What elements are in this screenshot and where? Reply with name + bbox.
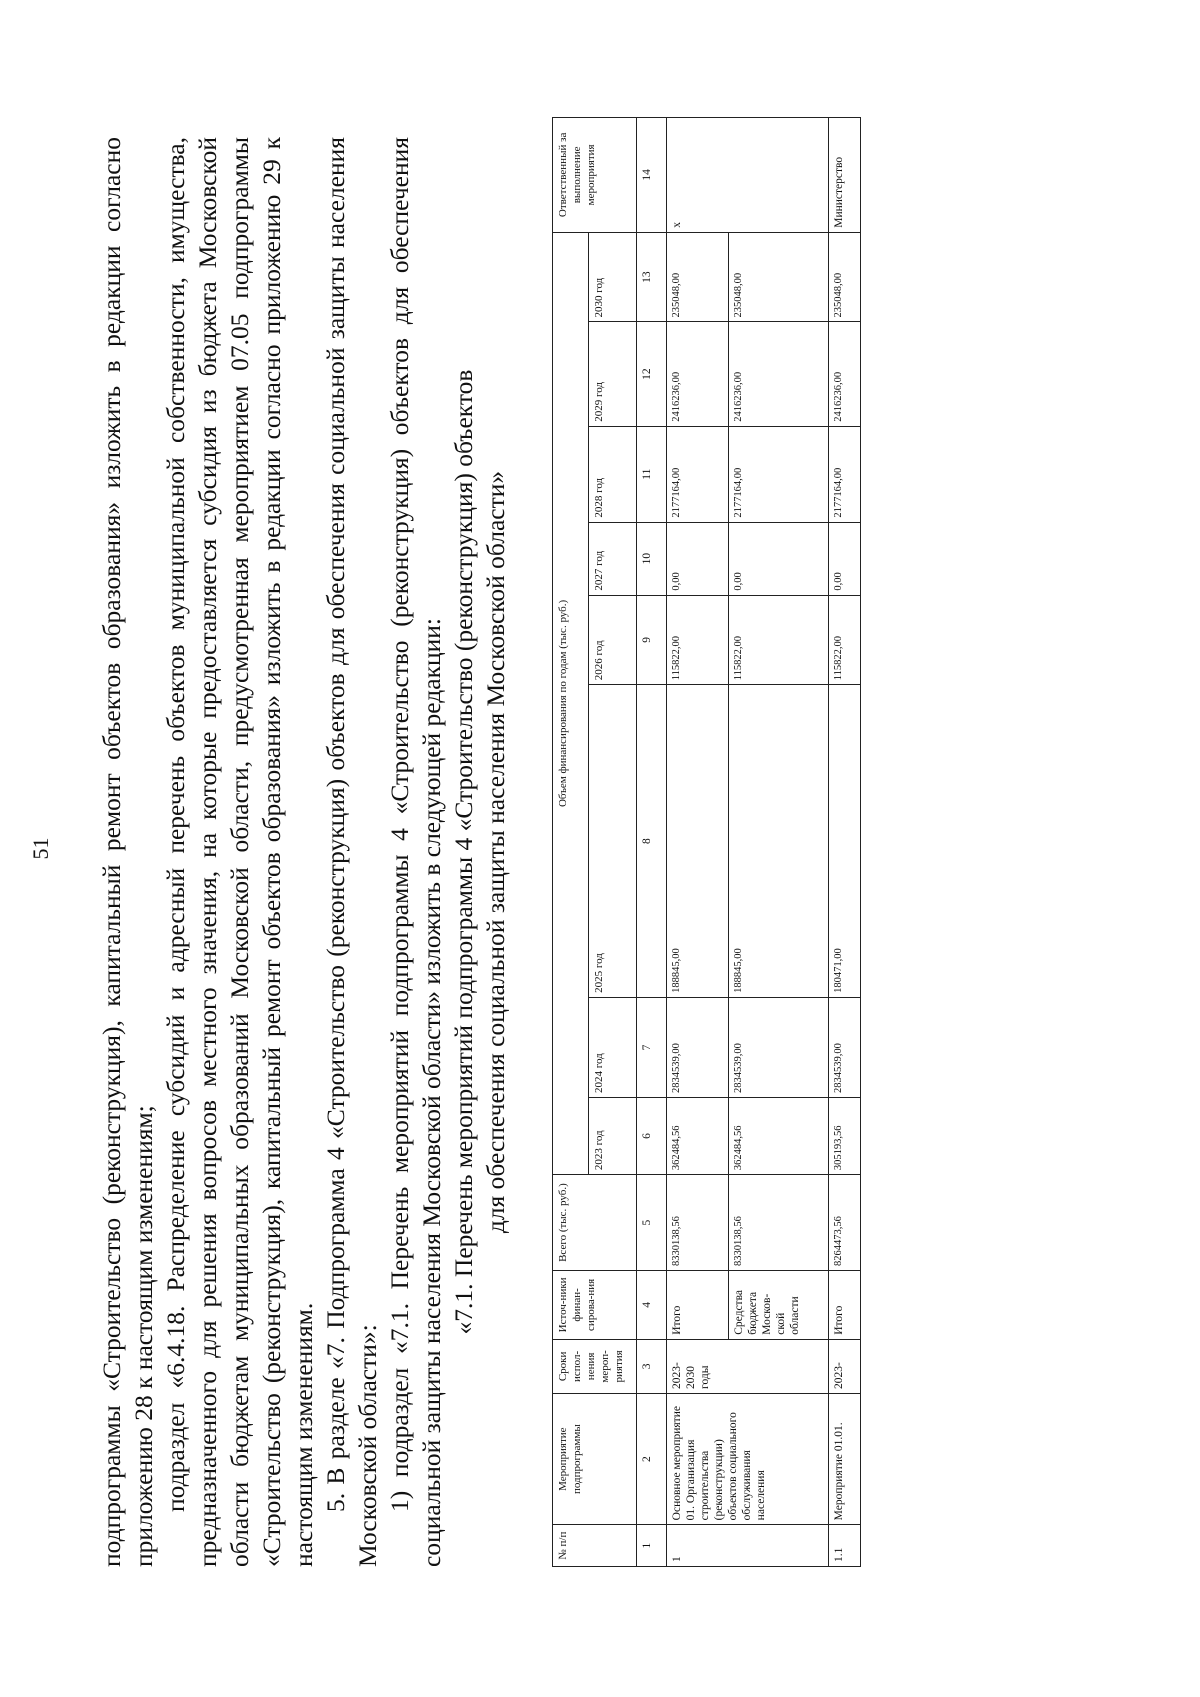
row-measure: Мероприятие 01.01. <box>829 1393 861 1524</box>
col-number: 6 <box>637 1097 667 1174</box>
header-year: 2025 год <box>589 685 637 998</box>
row-responsible: х <box>667 118 829 233</box>
header-measure: Мероприятие подпрограммы <box>553 1393 637 1524</box>
row-year-value: 2177164,00 <box>667 426 729 522</box>
row-year-value: 0,00 <box>667 522 729 595</box>
row-year-value: 2834539,00 <box>829 997 861 1097</box>
row-year-value: 188845,00 <box>667 685 729 998</box>
col-number: 7 <box>637 997 667 1097</box>
row-year-value: 2834539,00 <box>667 997 729 1097</box>
row-year-value: 0,00 <box>829 522 861 595</box>
row-year-value: 305193,56 <box>829 1097 861 1174</box>
table-title-line-2: для обеспечения социальной защиты населения Московской области» <box>481 470 510 1234</box>
row-year-value: 235048,00 <box>829 232 861 322</box>
col-number: 3 <box>637 1339 667 1393</box>
column-numbers-row <box>637 118 667 1567</box>
row-year-value: 180471,00 <box>829 685 861 998</box>
row-num: 1 <box>667 1525 829 1567</box>
row-year-value: 2177164,00 <box>829 426 861 522</box>
paragraph: подраздел «6.4.18. Распределение субсидий и адресный перечень объектов муниципальной собственности, имущества, предназначенного для решения вопросов местного значения, на которые предоставляется субсидия из бюджета Московской области бюджетам муниципальных образований Московской области, предусмотренная мероприятием 07.05 подпрограммы «Строительство (реконструкция), капитальный ремонт объектов образования» изложить в редакции согласно приложению 29 к настоящим изменениям. <box>161 137 318 1567</box>
row-source: Средства бюджета Москов-ской области <box>729 1271 829 1340</box>
header-sources: Источ-ники финан-сирова-ния <box>553 1271 637 1340</box>
body-text <box>96 137 512 1567</box>
row-year-value: 235048,00 <box>667 232 729 322</box>
row-total: 8330138,56 <box>729 1175 829 1271</box>
row-year-value: 362484,56 <box>667 1097 729 1174</box>
row-source: Итого <box>667 1271 729 1340</box>
row-total: 8264473,56 <box>829 1175 861 1271</box>
header-num: № п/п <box>553 1525 637 1567</box>
header-year: 2024 год <box>589 997 637 1097</box>
row-year-value: 2416236,00 <box>729 322 829 426</box>
header-row <box>553 118 589 1567</box>
row-year-value: 235048,00 <box>729 232 829 322</box>
col-number: 14 <box>637 118 667 233</box>
row-year-value: 115822,00 <box>729 595 829 685</box>
table-row <box>829 118 861 1567</box>
row-num: 1.1 <box>829 1525 861 1567</box>
header-terms: Сроки испол-нения мероп-риятия <box>553 1339 637 1393</box>
row-year-value: 115822,00 <box>667 595 729 685</box>
row-year-value: 2416236,00 <box>829 322 861 426</box>
paragraph: 5. В разделе «7. Подпрограмма 4 «Строительство (реконструкция) объектов для обеспечения социальной защиты населения Московской области»: <box>321 137 382 1567</box>
row-total: 8330138,56 <box>667 1175 729 1271</box>
col-number: 11 <box>637 426 667 522</box>
row-terms: 2023-2030 годы <box>667 1339 829 1393</box>
col-number: 4 <box>637 1271 667 1340</box>
col-number: 12 <box>637 322 667 426</box>
col-number: 9 <box>637 595 667 685</box>
row-year-value: 115822,00 <box>829 595 861 685</box>
header-year: 2030 год <box>589 232 637 322</box>
header-year: 2026 год <box>589 595 637 685</box>
table-row <box>667 118 729 1567</box>
row-source: Итого <box>829 1271 861 1340</box>
row-year-value: 2177164,00 <box>729 426 829 522</box>
col-number: 13 <box>637 232 667 322</box>
col-number: 2 <box>637 1393 667 1524</box>
col-number: 8 <box>637 685 667 998</box>
header-year: 2028 год <box>589 426 637 522</box>
table-title-line-1: «7.1. Перечень мероприятий подпрограммы 4 «Строительство (реконструкция) объектов <box>449 369 478 1335</box>
page-number: 51 <box>28 837 53 860</box>
header-volume: Объем финансирования по годам (тыс. руб.) <box>553 232 589 1174</box>
row-year-value: 362484,56 <box>729 1097 829 1174</box>
row-year-value: 2416236,00 <box>667 322 729 426</box>
paragraph: 1) подраздел «7.1. Перечень мероприятий подпрограммы 4 «Строительство (реконструкция) объектов для обеспечения социальной защиты населения Московской области» изложить в следующей редакции: <box>385 137 446 1567</box>
row-year-value: 0,00 <box>729 522 829 595</box>
col-number: 1 <box>637 1525 667 1567</box>
col-number: 5 <box>637 1175 667 1271</box>
row-year-value: 2834539,00 <box>729 997 829 1097</box>
row-year-value: 188845,00 <box>729 685 829 998</box>
header-total: Всего (тыс. руб.) <box>553 1175 637 1271</box>
measures-table <box>552 117 861 1567</box>
header-year: 2023 год <box>589 1097 637 1174</box>
header-responsible: Ответственный за выполнение мероприятия <box>553 118 637 233</box>
header-year: 2029 год <box>589 322 637 426</box>
row-terms: 2023- <box>829 1339 861 1393</box>
paragraph: подпрограммы «Строительство (реконструкция), капитальный ремонт объектов образования» изложить в редакции согласно приложению 28 к настоящим изменениям; <box>97 137 158 1567</box>
row-responsible: Министерство <box>829 118 861 233</box>
col-number: 10 <box>637 522 667 595</box>
header-year: 2027 год <box>589 522 637 595</box>
row-measure: Основное мероприятие 01. Организация строительства (реконструкции) объектов социального обслуживания населения <box>667 1393 829 1524</box>
